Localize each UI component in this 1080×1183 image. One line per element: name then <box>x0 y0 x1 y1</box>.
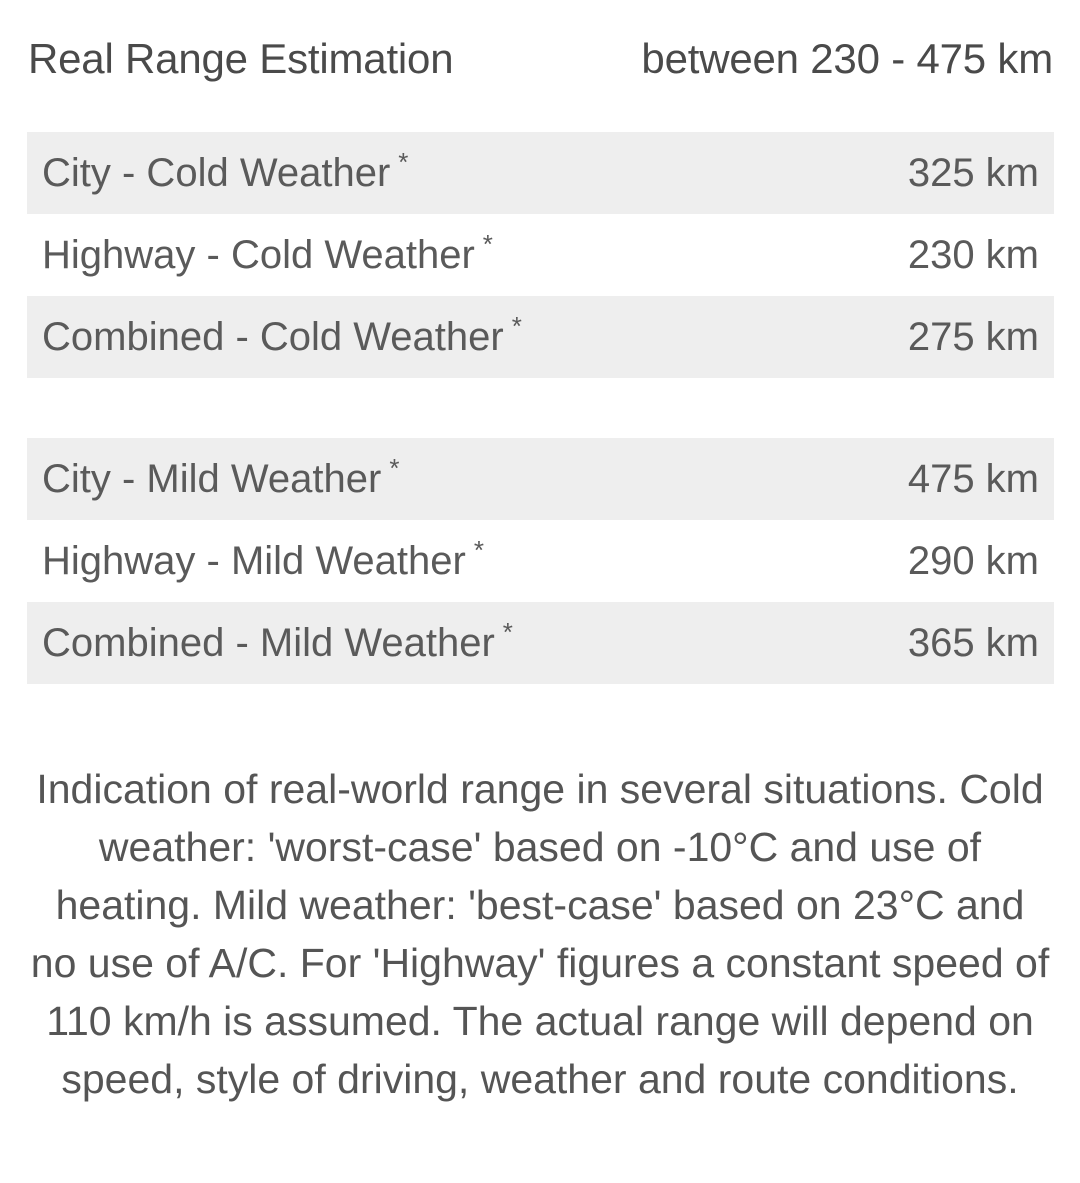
section-title: Real Range Estimation <box>28 35 454 82</box>
row-value: 365 km <box>907 620 1039 665</box>
row-value: 275 km <box>907 314 1039 359</box>
table-row <box>27 296 1054 378</box>
row-label: Highway - Cold Weather * <box>42 229 493 277</box>
footnote-marker: * <box>482 229 493 260</box>
row-label: Combined - Cold Weather * <box>42 311 522 359</box>
range-summary: between 230 - 475 km <box>641 35 1053 82</box>
footnote-marker: * <box>511 311 522 342</box>
row-label: City - Cold Weather * <box>42 147 409 195</box>
range-explanation-note: Indication of real-world range in several situations. Cold weather: 'worst-case' based on -10°C and use of heating. Mild weather: 'best-case' based on 23°C and no use of A/C. For 'Highway' figures a constant speed of 110 km/h is assumed. The actual range will depend on speed, style of driving, weather and route conditions. <box>30 766 1050 1102</box>
table-row <box>27 602 1054 684</box>
row-value: 475 km <box>907 456 1039 501</box>
row-value: 290 km <box>907 538 1039 583</box>
range-header <box>28 30 1053 88</box>
footnote-marker: * <box>389 453 400 484</box>
footnote-marker: * <box>502 617 513 648</box>
mild-weather-table <box>27 438 1054 684</box>
cold-weather-table <box>27 132 1054 378</box>
row-value: 230 km <box>907 232 1039 277</box>
table-row <box>27 438 1054 520</box>
row-label: City - Mild Weather * <box>42 453 400 501</box>
table-row <box>27 132 1054 214</box>
row-label: Combined - Mild Weather * <box>42 617 513 665</box>
footnote-marker: * <box>473 535 484 566</box>
table-row <box>27 214 1054 296</box>
footnote-marker: * <box>398 147 409 178</box>
row-label: Highway - Mild Weather * <box>42 535 484 583</box>
row-value: 325 km <box>907 150 1039 195</box>
table-row <box>27 520 1054 602</box>
